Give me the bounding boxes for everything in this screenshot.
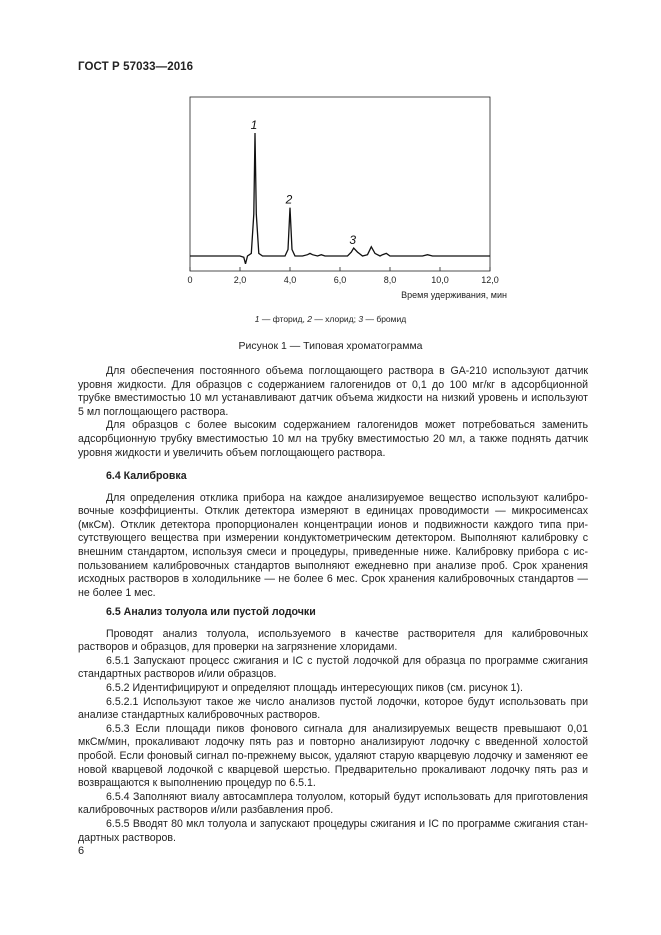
x-axis xyxy=(187,267,498,285)
series-line-chromatogram xyxy=(190,133,490,264)
page-number: 6 xyxy=(78,845,85,857)
x-tick-label: 10,0 xyxy=(431,275,449,285)
legend-num-1: 1 xyxy=(254,314,260,324)
paragraph: Для образцов с более высоким содержанием галогенидов может потребоваться заменить адсорбционную трубку вместимостью 10 мл на трубку вместимостью 20 мл, а также поднять датчик уровня жидкости и увеличить объем поглощающего раствора. xyxy=(78,419,588,459)
paragraph: Для обеспечения постоянного объема поглощающего раствора в GA-210 используют датчик уровня жидкости. Для образцов с содержанием галогенидов от 0,1 до 100 мг/кг в адсорбционной трубке вместимостью 10 мл устанавливают датчик объема жидкости на низкий уровень и используют 5 мл поглощающего раствора. xyxy=(78,365,588,418)
paragraph: 6.5.3 Если площади пиков фонового сигнала для анализируемых веществ превышают 0,01 мкСм/мин, прокаливают лодочку пять раз и повторно анализируют лодочку с введенной холостой пробой. Если фоновый сигнал по-прежнему высок, удаляют старую кварцевую лодочку и заменяют ее новой кварцевой лодочкой с кварцевой шерстью. Предварительно прокаливают лодочку пять раз и возвращаются к выполнению процедур по 6.5.1. xyxy=(78,722,588,790)
legend-num-2: 2 xyxy=(307,314,312,324)
peak-label: 1 xyxy=(250,118,258,132)
x-tick-label: 0 xyxy=(187,275,193,285)
x-tick-label: 12,0 xyxy=(481,275,499,285)
figure-legend xyxy=(0,314,661,324)
figure-title: Рисунок 1 — Типовая хроматограмма xyxy=(238,340,423,352)
paragraph: 6.5.2 Идентифицируют и определяют площадь интересующих пиков (см. рисунок 1). xyxy=(106,681,523,694)
peak-label: 3 xyxy=(349,233,357,248)
body-block-1 xyxy=(78,365,588,460)
body-block-3 xyxy=(78,606,588,845)
chromatogram-chart xyxy=(185,95,510,310)
plot-frame xyxy=(190,97,490,271)
x-tick-label: 6,0 xyxy=(333,275,347,285)
legend-text-2: — хлорид; xyxy=(311,314,359,324)
section-heading-6-4: 6.4 Калибровка xyxy=(106,470,187,482)
section-heading-6-5: 6.5 Анализ толуола или пустой лодочки xyxy=(106,606,316,618)
legend-num-3: 3 xyxy=(358,314,364,324)
paragraph: Для определения отклика прибора на каждое анализируемое вещество используют калибровочные коэффициенты. Отклик детектора измеряют в единицах проводимости — микросименсах (мкСм). Отклик детектора пропорционален концентрации ионов и подвижности каждого типа присутствующего вещества при измерении кондуктометрическим детектором. Выполняют калибровку с внешним стандартом, используя смеси и процедуры, приведенные ниже. Калибровку прибора с использованием калибровочных стандартов выполняют ежедневно при анализе проб. Срок хранения исходных растворов в холодильнике — не более 6 мес. Срок хранения калибровочных стандартов — не более 1 мес. xyxy=(78,491,588,599)
document-header: ГОСТ Р 57033—2016 xyxy=(78,61,194,73)
body-block-2 xyxy=(78,470,588,600)
paragraph: Проводят анализ толуола, используемого в качестве растворителя для калибровочных растворов и образцов, для проверки на загрязнение хлоридами. xyxy=(78,627,588,654)
peak-labels xyxy=(251,118,357,247)
x-tick-label: 8,0 xyxy=(383,275,397,285)
legend-text-1: — фторид, xyxy=(259,314,308,324)
paragraph: 6.5.4 Заполняют виалу автосамплера толуолом, который будут использовать для приготовления калибровочных растворов и/или разбавления проб. xyxy=(78,790,588,817)
x-tick-label: 2,0 xyxy=(233,275,247,285)
paragraph: 6.5.1 Запускают процесс сжигания и IC с пустой лодочкой для образца по программе сжигания стандартных растворов и/или образцов. xyxy=(78,654,588,681)
x-tick-label: 4,0 xyxy=(283,275,297,285)
legend-text-3: — бромид xyxy=(363,314,407,324)
peak-label: 2 xyxy=(285,192,293,207)
paragraph: 6.5.5 Вводят 80 мкл толуола и запускают процедуры сжигания и IC по программе сжигания стандартных растворов. xyxy=(78,817,588,844)
paragraph: 6.5.2.1 Используют такое же число анализов пустой лодочки, которое будут использовать при анализе стандартных калибровочных растворов. xyxy=(78,695,588,722)
x-axis-label: Время удерживания, мин xyxy=(401,290,507,300)
